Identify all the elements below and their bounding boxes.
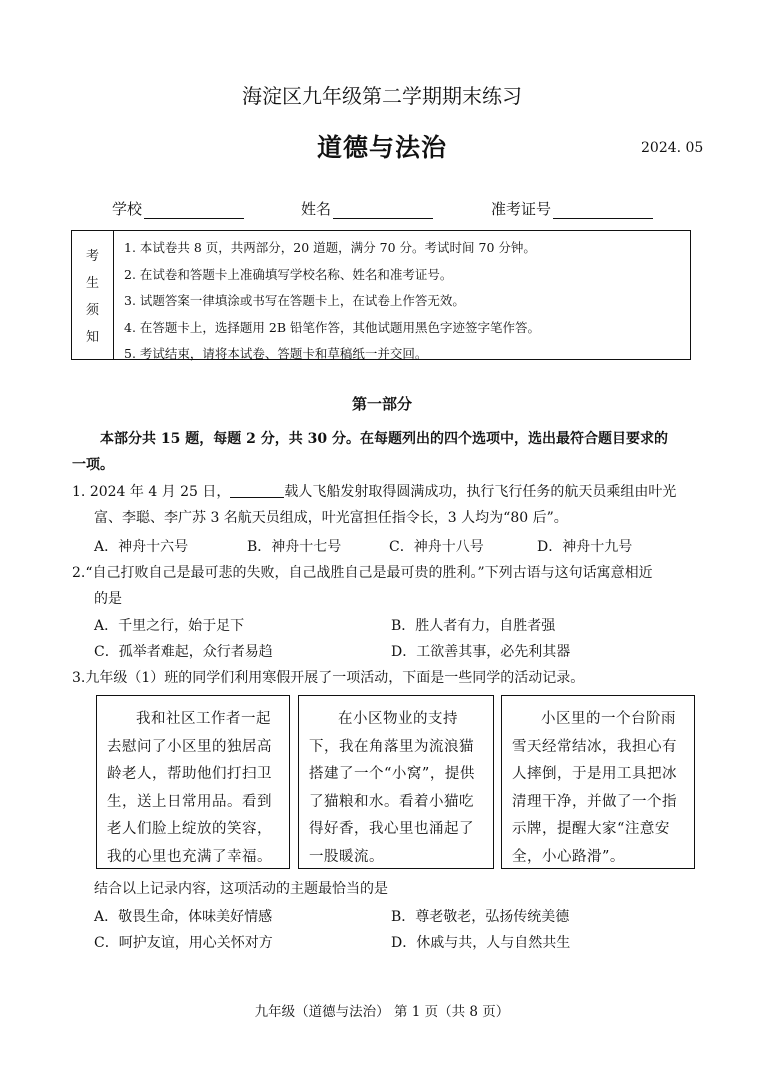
q3-number: 3. xyxy=(72,670,86,686)
q1-option-d[interactable]: D．神舟十九号 xyxy=(537,539,633,555)
notice-head-char: 考 xyxy=(85,249,99,264)
id-label: 准考证号 xyxy=(491,200,552,218)
q2-number: 2. xyxy=(72,565,86,581)
q2-option-c[interactable]: C．孤举者难起，众行者易趋 xyxy=(94,644,273,660)
name-line[interactable] xyxy=(333,202,433,219)
q2-option-d[interactable]: D．工欲善其事，必先利其器 xyxy=(391,644,571,660)
school-label: 学校 xyxy=(112,200,143,218)
activity-card-1: 我和社区工作者一起去慰问了小区里的独居高龄老人，帮助他们打扫卫生，送上日常用品。看到老人们脸上绽放的笑容，我的心里也充满了幸福。 xyxy=(96,695,290,869)
exam-title: 海淀区九年级第二学期期末练习 xyxy=(242,84,522,108)
q2-option-b[interactable]: B．胜人者有力，自胜者强 xyxy=(391,618,556,634)
q2-option-a[interactable]: A．千里之行，始于足下 xyxy=(94,618,245,634)
name-label: 姓名 xyxy=(301,200,332,218)
notice-item: 1. 本试卷共 8 页，共两部分，20 道题，满分 70 分。考试时间 70 分钟。 xyxy=(124,240,536,255)
q3-option-d[interactable]: D．休戚与共，人与自然共生 xyxy=(391,935,571,951)
q3-text: 九年级（1）班的同学们利用寒假开展了一项活动，下面是一些同学的活动记录。 xyxy=(85,670,585,686)
notice-item: 4. 在答题卡上，选择题用 2B 铅笔作答，其他试题用黑色字迹签字笔作答。 xyxy=(124,319,540,335)
school-field[interactable] xyxy=(112,198,244,219)
activity-card-2: 在小区物业的支持下，我在角落里为流浪猫搭建了一个“小窝”，提供了猫粮和水。看着小猫吃得好香，我心里也涌起了一股暖流。 xyxy=(298,695,494,869)
id-line[interactable] xyxy=(553,202,653,219)
school-line[interactable] xyxy=(144,202,244,219)
notice-head-char: 知 xyxy=(85,330,99,345)
notice-item: 5. 考试结束，请将本试卷、答题卡和草稿纸一并交回。 xyxy=(124,346,428,361)
q1-text-before: 2024 年 4 月 25 日， xyxy=(89,484,231,500)
q2-line-2: 的是 xyxy=(94,591,122,607)
notice-head xyxy=(72,231,114,359)
name-field[interactable] xyxy=(301,198,433,219)
question-1-line-1 xyxy=(72,479,696,505)
exam-date: 2024. 05 xyxy=(641,140,704,156)
q1-number: 1. xyxy=(72,484,86,500)
notice-item: 2. 在试卷和答题卡上准确填写学校名称、姓名和准考证号。 xyxy=(124,266,453,282)
id-field[interactable] xyxy=(491,198,653,219)
notice-item: 3. 试题答案一律填涂或书写在答题卡上，在试卷上作答无效。 xyxy=(124,293,465,308)
page-footer: 九年级（道德与法治） 第 1 页（共 8 页） xyxy=(254,1004,510,1020)
notice-head-char: 须 xyxy=(85,303,99,318)
instructions-line-1: 本部分共 15 题，每题 2 分，共 30 分。在每题列出的四个选项中，选出最符合题目要求的 xyxy=(100,431,668,447)
q3-option-a[interactable]: A．敬畏生命，体味美好情感 xyxy=(94,909,273,925)
notice-box xyxy=(71,230,691,360)
q1-option-c[interactable]: C．神舟十八号 xyxy=(389,539,484,555)
q1-option-b[interactable]: B．神舟十七号 xyxy=(247,539,342,555)
q1-blank xyxy=(230,483,284,498)
notice-head-char: 生 xyxy=(85,276,99,291)
q1-option-a[interactable]: A．神舟十六号 xyxy=(94,539,189,555)
q3-option-b[interactable]: B．尊老敬老，弘扬传统美德 xyxy=(391,909,570,925)
subject-title: 道德与法治 xyxy=(316,133,447,162)
part-title: 第一部分 xyxy=(351,395,412,413)
q1-line-2: 富、李聪、李广苏 3 名航天员组成，叶光富担任指令长，3 人均为“80 后”。 xyxy=(94,510,568,526)
question-2-line-1 xyxy=(72,560,696,586)
instructions-line-2: 一项。 xyxy=(72,457,114,473)
notice-list xyxy=(124,235,540,368)
q2-text: “自己打败自己是最可悲的失败，自己战胜自己是最可贵的胜利。”下列古语与这句话寓意相近 xyxy=(85,565,653,581)
question-3-line-1 xyxy=(72,665,696,691)
q1-text-after: 载人飞船发射取得圆满成功，执行飞行任务的航天员乘组由叶光 xyxy=(284,484,677,500)
q3-stem: 结合以上记录内容，这项活动的主题最恰当的是 xyxy=(94,881,388,897)
activity-card-3: 小区里的一个台阶雨雪天经常结冰，我担心有人摔倒，于是用工具把冰清理干净，并做了一个指示牌，提醒大家“注意安全，小心路滑”。 xyxy=(501,695,695,869)
q3-option-c[interactable]: C．呵护友谊，用心关怀对方 xyxy=(94,935,273,951)
